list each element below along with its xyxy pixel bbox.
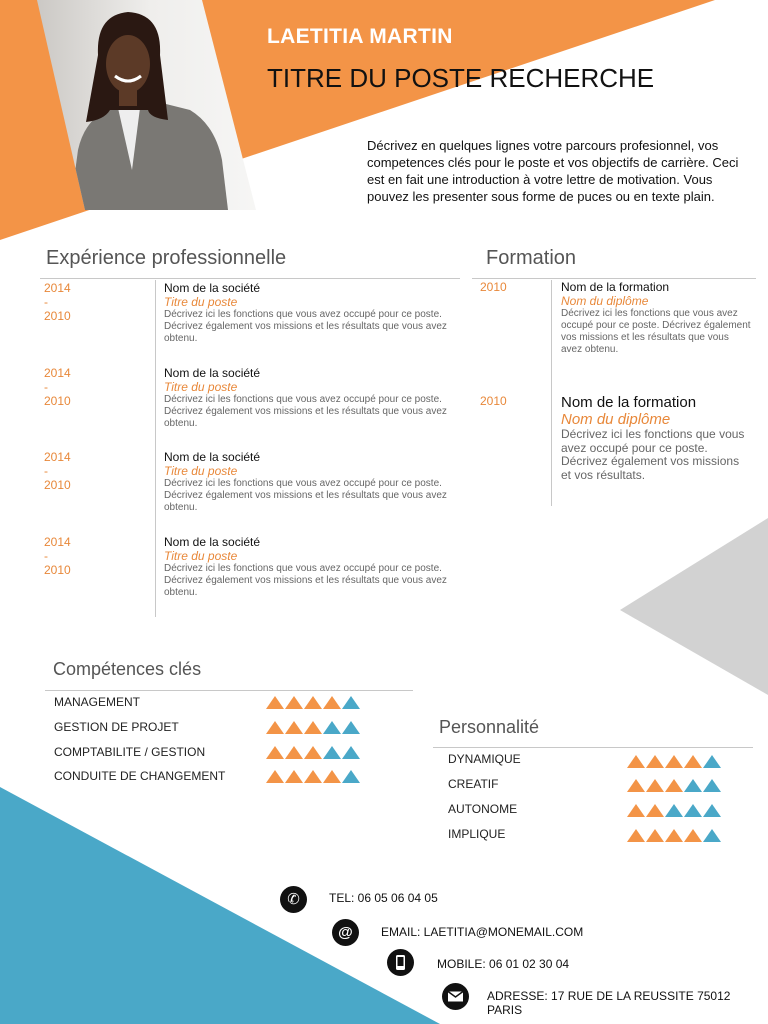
rating-empty-triangle xyxy=(323,746,341,759)
rating-filled-triangle xyxy=(627,829,645,842)
intro-text: Décrivez en quelques lignes votre parcours profesionnel, vos competences clés pour le poste et vos objectifs de carrière. Ceci est en fait une introduction à votre lettre de motivation. Vous pouvez les presenter sous forme de puces ou en texte plain. xyxy=(367,138,739,204)
at-icon: @ xyxy=(332,919,359,946)
rating-empty-triangle xyxy=(703,829,721,842)
phone-icon: ✆ xyxy=(280,886,307,913)
experience-date: 2014 - 2010 xyxy=(44,281,71,323)
company-name: Nom de la société xyxy=(164,450,261,464)
trait-rating xyxy=(627,777,727,793)
rating-filled-triangle xyxy=(684,755,702,768)
personality-title: Personnalité xyxy=(439,717,540,737)
skills-title: Compétences clés xyxy=(53,659,202,679)
rating-filled-triangle xyxy=(627,779,645,792)
rating-empty-triangle xyxy=(342,721,360,734)
contact-mobile: MOBILE: 06 01 02 30 04 xyxy=(437,957,570,971)
personality-rule xyxy=(433,747,753,748)
education-date: 2010 xyxy=(480,394,507,408)
experience-rule xyxy=(40,278,460,279)
experience-date: 2014 - 2010 xyxy=(44,366,71,408)
degree-name: Nom du diplôme xyxy=(561,411,671,428)
rating-empty-triangle xyxy=(342,770,360,783)
rating-filled-triangle xyxy=(304,770,322,783)
formation-name: Nom de la formation xyxy=(561,280,670,294)
company-name: Nom de la société xyxy=(164,366,261,380)
rating-filled-triangle xyxy=(285,746,303,759)
rating-filled-triangle xyxy=(646,755,664,768)
experience-timeline xyxy=(155,280,156,617)
company-name: Nom de la société xyxy=(164,535,261,549)
rating-filled-triangle xyxy=(665,755,683,768)
rating-filled-triangle xyxy=(627,755,645,768)
rating-filled-triangle xyxy=(646,829,664,842)
envelope-icon xyxy=(442,983,469,1010)
rating-filled-triangle xyxy=(266,721,284,734)
trait-label: CREATIF xyxy=(448,777,499,791)
skill-rating xyxy=(266,768,366,784)
rating-filled-triangle xyxy=(285,721,303,734)
rating-filled-triangle xyxy=(627,804,645,817)
formation-description: Décrivez ici les fonctions que vous avez occupé pour ce poste. Décrivez également vos missions et vos résultats. xyxy=(561,427,745,482)
degree-name: Nom du diplôme xyxy=(561,294,649,308)
post-title: Titre du poste xyxy=(164,464,238,478)
rating-filled-triangle xyxy=(304,696,322,709)
trait-label: IMPLIQUE xyxy=(448,827,506,841)
company-name: Nom de la société xyxy=(164,281,261,295)
rating-filled-triangle xyxy=(266,696,284,709)
post-title: Titre du poste xyxy=(164,295,238,309)
mobile-icon xyxy=(387,949,414,976)
contact-address: ADRESSE: 17 RUE DE LA REUSSITE 75012 PARIS xyxy=(487,989,731,1017)
post-description: Décrivez ici les fonctions que vous avez occupé pour ce poste. Décrivez également vos missions et les résultats que vous avez obtenu. xyxy=(164,309,447,344)
rating-empty-triangle xyxy=(684,804,702,817)
rating-filled-triangle xyxy=(266,770,284,783)
job-title: TITRE DU POSTE RECHERCHE xyxy=(267,63,655,93)
rating-filled-triangle xyxy=(323,696,341,709)
trait-rating xyxy=(627,827,727,843)
rating-empty-triangle xyxy=(703,779,721,792)
rating-filled-triangle xyxy=(646,804,664,817)
rating-filled-triangle xyxy=(285,696,303,709)
education-rule xyxy=(472,278,756,279)
rating-filled-triangle xyxy=(323,770,341,783)
experience-date: 2014 - 2010 xyxy=(44,450,71,492)
rating-empty-triangle xyxy=(703,755,721,768)
trait-rating xyxy=(627,802,727,818)
education-timeline xyxy=(551,280,552,506)
skill-label: COMPTABILITE / GESTION xyxy=(54,745,206,759)
skill-rating xyxy=(266,744,366,760)
formation-name: Nom de la formation xyxy=(561,394,697,411)
rating-empty-triangle xyxy=(684,779,702,792)
rating-filled-triangle xyxy=(684,829,702,842)
grey-triangle xyxy=(620,518,768,695)
rating-filled-triangle xyxy=(665,829,683,842)
rating-filled-triangle xyxy=(266,746,284,759)
skills-rule xyxy=(45,690,413,691)
contact-email: EMAIL: LAETITIA@MONEMAIL.COM xyxy=(381,925,584,939)
skill-rating xyxy=(266,694,366,710)
rating-empty-triangle xyxy=(342,746,360,759)
post-description: Décrivez ici les fonctions que vous avez occupé pour ce poste. Décrivez également vos missions et les résultats que vous avez obtenu. xyxy=(164,394,447,429)
rating-filled-triangle xyxy=(285,770,303,783)
formation-description: Décrivez ici les fonctions que vous avez occupé pour ce poste. Décrivez également vos missions et les résultats que vous avez obtenu. xyxy=(561,308,751,355)
rating-empty-triangle xyxy=(323,721,341,734)
education-date: 2010 xyxy=(480,280,507,294)
skill-label: MANAGEMENT xyxy=(54,695,141,709)
post-description: Décrivez ici les fonctions que vous avez occupé pour ce poste. Décrivez également vos missions et les résultats que vous avez obtenu. xyxy=(164,563,447,598)
post-title: Titre du poste xyxy=(164,380,238,394)
rating-empty-triangle xyxy=(703,804,721,817)
contact-tel: TEL: 06 05 06 04 05 xyxy=(329,891,438,905)
post-title: Titre du poste xyxy=(164,549,238,563)
skill-label: GESTION DE PROJET xyxy=(54,720,179,734)
experience-date: 2014 - 2010 xyxy=(44,535,71,577)
blue-footer-shape xyxy=(0,787,440,1024)
experience-title: Expérience professionnelle xyxy=(46,247,287,269)
trait-rating xyxy=(627,753,727,769)
skill-rating xyxy=(266,719,366,735)
skill-label: CONDUITE DE CHANGEMENT xyxy=(54,769,226,783)
trait-label: AUTONOME xyxy=(448,802,518,816)
rating-filled-triangle xyxy=(665,779,683,792)
rating-empty-triangle xyxy=(342,696,360,709)
education-title: Formation xyxy=(486,247,577,269)
rating-filled-triangle xyxy=(304,721,322,734)
trait-label: DYNAMIQUE xyxy=(448,752,521,766)
candidate-name: LAETITIA MARTIN xyxy=(267,25,453,48)
rating-filled-triangle xyxy=(646,779,664,792)
post-description: Décrivez ici les fonctions que vous avez occupé pour ce poste. Décrivez également vos missions et les résultats que vous avez obtenu. xyxy=(164,478,447,513)
rating-filled-triangle xyxy=(304,746,322,759)
rating-empty-triangle xyxy=(665,804,683,817)
